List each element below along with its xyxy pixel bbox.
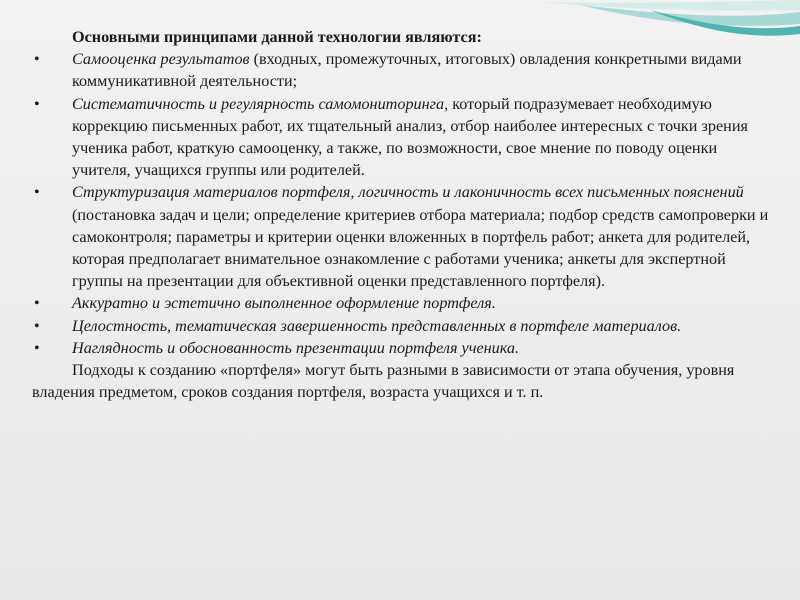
principle-item [32,93,774,182]
principle-emphasis: Аккуратно и эстетично выполненное оформление портфеля. [72,294,496,313]
principles-list [32,48,774,359]
principle-item [32,292,774,314]
principle-emphasis: Структуризация материалов портфеля, логичность и лаконичность всех письменных пояснений [72,183,744,202]
slide-content [32,26,774,403]
bullet-icon: • [34,94,40,113]
bullet-icon: • [34,183,40,202]
principle-emphasis: Наглядность и обоснованность презентации портфеля ученика. [72,338,520,357]
principle-text: (входных, промежуточных, итоговых) овладения конкретными видами коммуникативной деятельности; [72,50,742,91]
bullet-icon: • [34,50,40,69]
principle-item [32,48,774,92]
principle-emphasis: Целостность, тематическая завершенность представленных в портфеле материалов. [72,316,682,335]
bullet-icon: • [34,338,40,357]
principle-text: (постановка задач и цели; определение критериев отбора материала; подбор средств самопроверки и самоконтроля; параметры и критерии оценки вложенных в портфель работ; анкета для родителей, которая предполагает внимательное ознакомление с работами ученика; анкеты для экспертной группы на презентации для объективной оценки представленного портфеля). [72,205,769,291]
bullet-icon: • [34,316,40,335]
principle-emphasis: Самооценка результатов [72,50,250,69]
principle-emphasis: Систематичность и регулярность самомониторинга, [72,94,449,113]
swoosh-band-light [540,0,800,11]
principle-item [32,337,774,359]
principle-item [32,315,774,337]
principle-item [32,181,774,292]
bullet-icon: • [34,294,40,313]
principle-text: который подразумевает необходимую коррекцию письменных работ, их тщательный анализ, отбор наиболее интересных с точки зрения ученика работ, краткую самооценку, а также, по возможности, свое мнение по поводу оценки учителя, учащихся группы или родителей. [72,94,748,180]
slide-heading: Основными принципами данной технологии являются: [72,28,482,46]
closing-paragraph: Подходы к созданию «портфеля» могут быть разными в зависимости от этапа обучения, уровня владения предметом, сроков создания портфеля, возраста учащихся и т. п. [32,361,735,402]
swoosh-band-mid [580,5,800,26]
